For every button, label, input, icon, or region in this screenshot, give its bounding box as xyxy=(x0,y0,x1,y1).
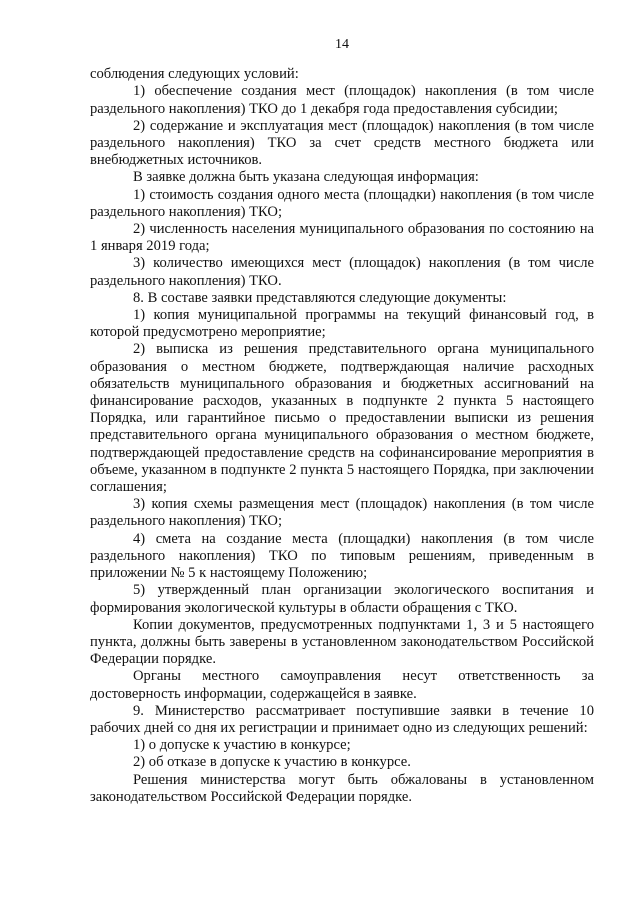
document-page xyxy=(90,36,594,806)
paragraph: В заявке должна быть указана следующая информация: xyxy=(133,169,479,186)
paragraph: 2) об отказе в допуске к участию в конкурсе. xyxy=(133,754,411,771)
paragraph: 1) копия муниципальной программы на текущий финансовый год, в которой предусмотрено мероприятие; xyxy=(90,307,594,341)
paragraph: 9. Министерство рассматривает поступившие заявки в течение 10 рабочих дней со дня их регистрации и принимает одно из следующих решений: xyxy=(90,702,594,736)
page-number: 14 xyxy=(335,37,349,52)
paragraph: 8. В составе заявки представляются следующие документы: xyxy=(133,289,507,306)
paragraph: 4) смета на создание места (площадки) накопления (в том числе раздельного накопления) ТКО по типовым решениям, приведенным в приложении № 5 к настоящему Положению; xyxy=(90,530,594,582)
paragraph: Копии документов, предусмотренных подпунктами 1, 3 и 5 настоящего пункта, должны быть заверены в установленном законодательством Российской Федерации порядке. xyxy=(90,616,594,668)
paragraph: 3) количество имеющихся мест (площадок) накопления (в том числе раздельного накопления) ТКО. xyxy=(90,255,594,289)
paragraph: 1) обеспечение создания мест (площадок) накопления (в том числе раздельного накопления) ТКО до 1 декабря года предоставления субсидии; xyxy=(90,83,594,117)
paragraph: Органы местного самоуправления несут ответственность за достоверность информации, содержащейся в заявке. xyxy=(90,668,594,702)
paragraph: 3) копия схемы размещения мест (площадок) накопления (в том числе раздельного накопления) ТКО; xyxy=(90,496,594,530)
paragraph: 1) о допуске к участию в конкурсе; xyxy=(133,737,351,754)
paragraph: 5) утвержденный план организации экологического воспитания и формирования экологической культуры в области обращения с ТКО. xyxy=(90,582,594,616)
paragraph: 2) выписка из решения представительного органа муниципального образования о местном бюджете, подтверждающая наличие расходных обязательств муниципального образования и бюджетных ассигнований на финансирование расходов, указанных в подпункте 2 пункта 5 настоящего Порядка, или гарантийное письмо о предоставлении выписки из решения представительного органа муниципального образования о местном бюджете, подтверждающей предоставление средств на софинансирование мероприятия в объеме, указанном в подпункте 2 пункта 5 настоящего Порядка, при заключении соглашения; xyxy=(90,341,594,496)
paragraph: соблюдения следующих условий: xyxy=(90,66,299,83)
paragraph: 2) численность населения муниципального образования по состоянию на 1 января 2019 года; xyxy=(90,221,594,255)
paragraph: 2) содержание и эксплуатация мест (площадок) накопления (в том числе раздельного накопления) ТКО за счет средств местного бюджета или внебюджетных источников. xyxy=(90,117,594,169)
paragraph: Решения министерства могут быть обжалованы в установленном законодательством Российской Федерации порядке. xyxy=(90,771,594,805)
paragraph: 1) стоимость создания одного места (площадки) накопления (в том числе раздельного накопления) ТКО; xyxy=(90,186,594,220)
